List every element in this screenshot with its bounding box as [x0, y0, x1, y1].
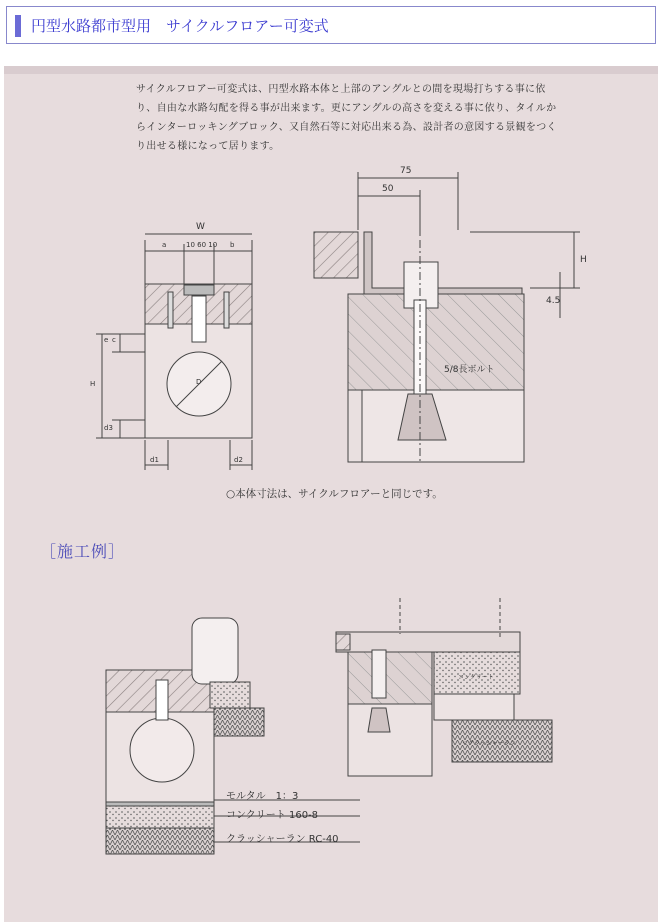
angle-detail-drawing — [314, 172, 580, 462]
layer-label-crusher-run: クラッシャーラン RC-40 — [226, 834, 339, 845]
intro-paragraph: サイクルフロアー可変式は、円型水路本体と上部のアングルとの間を現場打ちする事に依り、自由な水路勾配を得る事が出来ます。更にアングルの高さを変える事に依り、タイルからインターロッキングブロック、又自然石等に対応出来る為、設計者の意図する景観をつくり出せる様になって居ります。 — [136, 84, 557, 152]
concrete-small-label: コンクリート — [458, 674, 494, 681]
dim-d3: d3 — [104, 424, 113, 432]
installation-example-right — [336, 598, 552, 776]
dim-h-left: H — [90, 380, 96, 388]
dim-d-diameter: D — [196, 378, 202, 386]
dim-w: W — [196, 222, 205, 232]
dim-75: 75 — [400, 166, 412, 176]
dim-c: c — [112, 336, 116, 344]
bolt-label: 5/8長ボルト — [444, 365, 495, 375]
layer-label-mortar: モルタル 1：3 — [226, 791, 299, 802]
page-title: 円型水路都市型用 サイクルフロアー可変式 — [31, 17, 329, 35]
dim-50: 50 — [382, 184, 394, 194]
dim-d2: d2 — [234, 456, 243, 464]
dim-e: e — [104, 336, 109, 344]
dim-d1: d1 — [150, 456, 159, 464]
dim-h-right: H — [580, 255, 587, 265]
dim-b: b — [230, 241, 235, 249]
crusher-small-label: ＜クラッシャーラン — [462, 740, 516, 747]
layer-label-concrete: コンクリート 160-8 — [226, 810, 319, 821]
dimension-note: ○本体寸法は、サイクルフロアーと同じです。 — [226, 488, 443, 500]
body-section-drawing — [96, 234, 252, 470]
dim-mid: 10 60 10 — [186, 241, 218, 249]
dim-a: a — [162, 241, 167, 249]
section-title: ［施工例］ — [40, 542, 126, 561]
dim-4-5: 4.5 — [546, 296, 561, 306]
